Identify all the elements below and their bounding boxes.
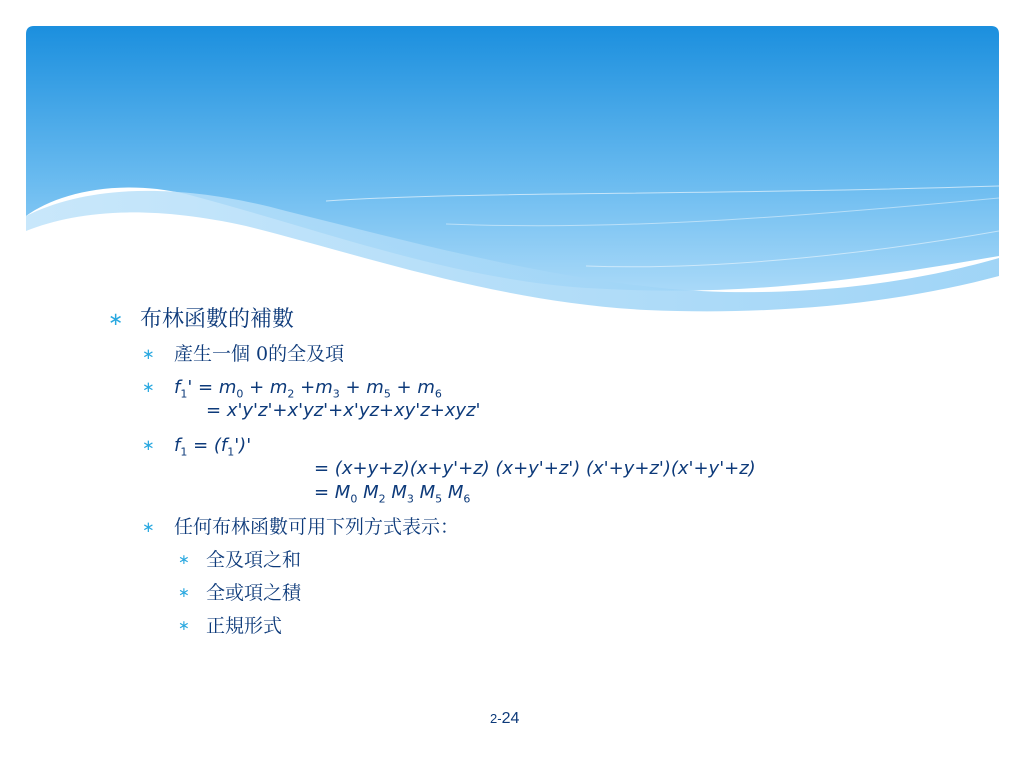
sub-item-text: 全或項之積 [206,582,302,604]
f1-complement-equation: $f_1' = m_0 + m_2 +m_3 + m_5 + m_6$ [174,377,442,401]
sub-item-text: 正規形式 [206,615,283,637]
page-number-value: 24 [501,710,520,727]
header-banner [26,26,999,316]
asterisk-bullet-icon: ∗ [178,552,190,568]
f1-equation: $f_1 = (f_1')'$ [174,435,252,459]
page-number-prefix: 2- [490,711,502,726]
bullet-level1 [108,302,988,338]
asterisk-bullet-icon: ∗ [142,345,155,363]
bullet-level3 [108,610,988,643]
item-text: 產生一個 0的全及項 [174,343,345,365]
asterisk-bullet-icon: ∗ [178,618,190,634]
asterisk-bullet-icon: ∗ [108,309,124,330]
asterisk-bullet-icon: ∗ [178,585,190,601]
bullet-level2-f1-complement [108,375,988,399]
f1-product-of-sums: = (x+y+z)(x+y'+z) (x+y'+z') (x'+y+z')(x'+y'+z) [314,458,756,479]
asterisk-bullet-icon: ∗ [142,436,155,454]
f1-complement-expansion: = x'y'z'+x'yz'+x'yz+xy'z+xyz' [206,400,481,421]
bullet-level2 [108,338,988,371]
slide-body [108,302,988,643]
f1-maxterms: = $M_0$ $M_2$ $M_3$ $M_5$ $M_6$ [314,482,471,506]
express-text: 任何布林函數可用下列方式表示： [174,516,460,538]
wave-background [26,26,999,316]
bullet-level2-express [108,511,988,544]
bullet-level3 [108,544,988,577]
bullet-level3 [108,577,988,610]
asterisk-bullet-icon: ∗ [142,378,155,396]
bullet-level2-f1 [108,433,988,457]
heading-text: 布林函數的補數 [140,307,295,332]
page-number [490,710,550,728]
asterisk-bullet-icon: ∗ [142,518,155,536]
sub-item-text: 全及項之和 [206,549,302,571]
